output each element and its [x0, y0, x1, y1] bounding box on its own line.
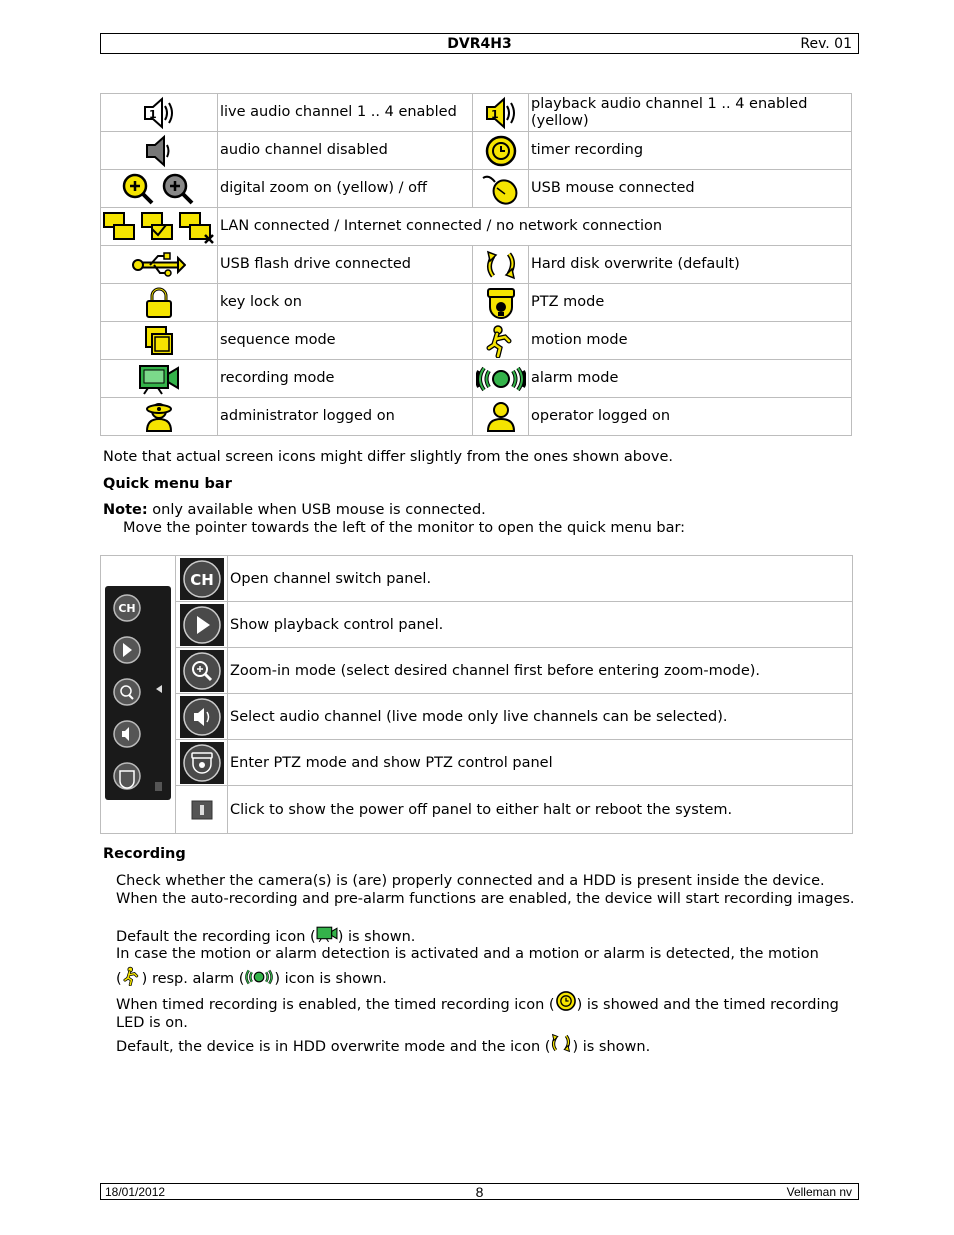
recording-paragraph: Check whether the camera(s) is (are) properly connected and a HDD is present inside the device. When the auto-recording and pre-alarm functions are enabled, the device will start recording images. [116, 873, 855, 907]
overwrite-arrows-icon [550, 1032, 572, 1054]
legend-text: PTZ mode [529, 284, 852, 322]
alarm-icon [244, 968, 274, 986]
table-row [101, 786, 853, 834]
svg-text:1: 1 [149, 107, 157, 121]
table-row [101, 170, 852, 208]
header-revision: Rev. 01 [800, 36, 852, 52]
sequence-icon [101, 322, 218, 360]
icon-legend-table [100, 93, 852, 436]
svg-text:CH: CH [118, 601, 136, 615]
quick-menu-text: Click to show the power off panel to either halt or reboot the system. [228, 786, 853, 834]
alarm-icon [473, 360, 529, 398]
recording-paragraph: In case the motion or alarm detection is activated and a motion or alarm is detected, the motion [116, 946, 819, 962]
recording-paragraph: Default the recording icon ( ) is shown. [116, 924, 856, 946]
legend-text: Hard disk overwrite (default) [529, 246, 852, 284]
legend-text: digital zoom on (yellow) / off [218, 170, 473, 208]
recording-heading: Recording [103, 846, 186, 862]
quick-menu-heading: Quick menu bar [103, 476, 232, 492]
quick-menu-table [100, 555, 853, 834]
legend-text: motion mode [529, 322, 852, 360]
mouse-icon [473, 170, 529, 208]
network-icons [101, 208, 218, 246]
table-row [101, 694, 853, 740]
table-row [101, 132, 852, 170]
playback-icon [176, 602, 228, 648]
ptz-camera-icon [473, 284, 529, 322]
quick-menu-bar-illustration [101, 556, 176, 834]
ptz-icon [176, 740, 228, 786]
clock-icon [555, 990, 577, 1012]
icon-note: Note that actual screen icons might differ slightly from the ones shown above. [103, 449, 673, 465]
audio-icon [176, 694, 228, 740]
legend-text: timer recording [529, 132, 852, 170]
page-footer [100, 1183, 859, 1200]
legend-text: live audio channel 1 .. 4 enabled [218, 94, 473, 132]
quick-menu-text: Show playback control panel. [228, 602, 853, 648]
quick-menu-text: Enter PTZ mode and show PTZ control panel [228, 740, 853, 786]
table-row [101, 648, 853, 694]
note-label: Note: [103, 502, 148, 518]
note-text: only available when USB mouse is connected. [147, 502, 486, 518]
legend-text: audio channel disabled [218, 132, 473, 170]
power-icon [176, 786, 228, 834]
table-row [101, 602, 853, 648]
legend-text: playback audio channel 1 .. 4 enabled (yellow) [529, 94, 852, 132]
quick-menu-instruction: Move the pointer towards the left of the monitor to open the quick menu bar: [123, 520, 686, 536]
operator-icon [473, 398, 529, 436]
table-row [101, 94, 852, 132]
recording-paragraph: Default, the device is in HDD overwrite mode and the icon ( ) is shown. [116, 1032, 856, 1056]
table-row [101, 246, 852, 284]
header-title: DVR4H3 [447, 36, 512, 52]
administrator-icon [101, 398, 218, 436]
running-man-icon [473, 322, 529, 360]
speaker-1-yellow-icon [473, 94, 529, 132]
svg-text:1: 1 [490, 107, 499, 121]
legend-text: operator logged on [529, 398, 852, 436]
page-header [100, 33, 859, 54]
legend-text: sequence mode [218, 322, 473, 360]
footer-date: 18/01/2012 [105, 1185, 166, 1199]
quick-menu-text: Zoom-in mode (select desired channel first before entering zoom-mode). [228, 648, 853, 694]
camcorder-icon [101, 360, 218, 398]
footer-company: Velleman nv [786, 1185, 852, 1199]
table-row [101, 740, 853, 786]
table-row [101, 360, 852, 398]
speaker-muted-icon [101, 132, 218, 170]
channel-glyph: CH [189, 570, 214, 589]
speaker-1-icon [101, 94, 218, 132]
legend-text: USB mouse connected [529, 170, 852, 208]
page-number: 8 [475, 1184, 484, 1200]
table-row [101, 556, 853, 602]
usb-icon [101, 246, 218, 284]
zoom-icons [101, 170, 218, 208]
quick-menu-text: Select audio channel (live mode only live channels can be selected). [228, 694, 853, 740]
quick-menu-bar-icon [105, 586, 171, 800]
zoom-in-icon [176, 648, 228, 694]
channel-switch-icon [176, 556, 228, 602]
legend-text: key lock on [218, 284, 473, 322]
recording-paragraph: When timed recording is enabled, the timed recording icon ( ) is showed and the timed recording LED is on. [116, 990, 856, 1032]
overwrite-arrows-icon [473, 246, 529, 284]
legend-text: recording mode [218, 360, 473, 398]
running-man-icon [122, 966, 142, 986]
legend-text: LAN connected / Internet connected / no network connection [218, 208, 852, 246]
legend-text: USB flash drive connected [218, 246, 473, 284]
camcorder-icon [316, 924, 338, 944]
recording-paragraph: ( ) resp. alarm ( ) icon is shown. [116, 966, 856, 988]
quick-menu-note [103, 501, 486, 519]
table-row [101, 398, 852, 436]
table-row [101, 208, 852, 246]
table-row [101, 322, 852, 360]
quick-menu-text: Open channel switch panel. [228, 556, 853, 602]
legend-text: administrator logged on [218, 398, 473, 436]
clock-icon [473, 132, 529, 170]
legend-text: alarm mode [529, 360, 852, 398]
table-row [101, 284, 852, 322]
padlock-icon [101, 284, 218, 322]
